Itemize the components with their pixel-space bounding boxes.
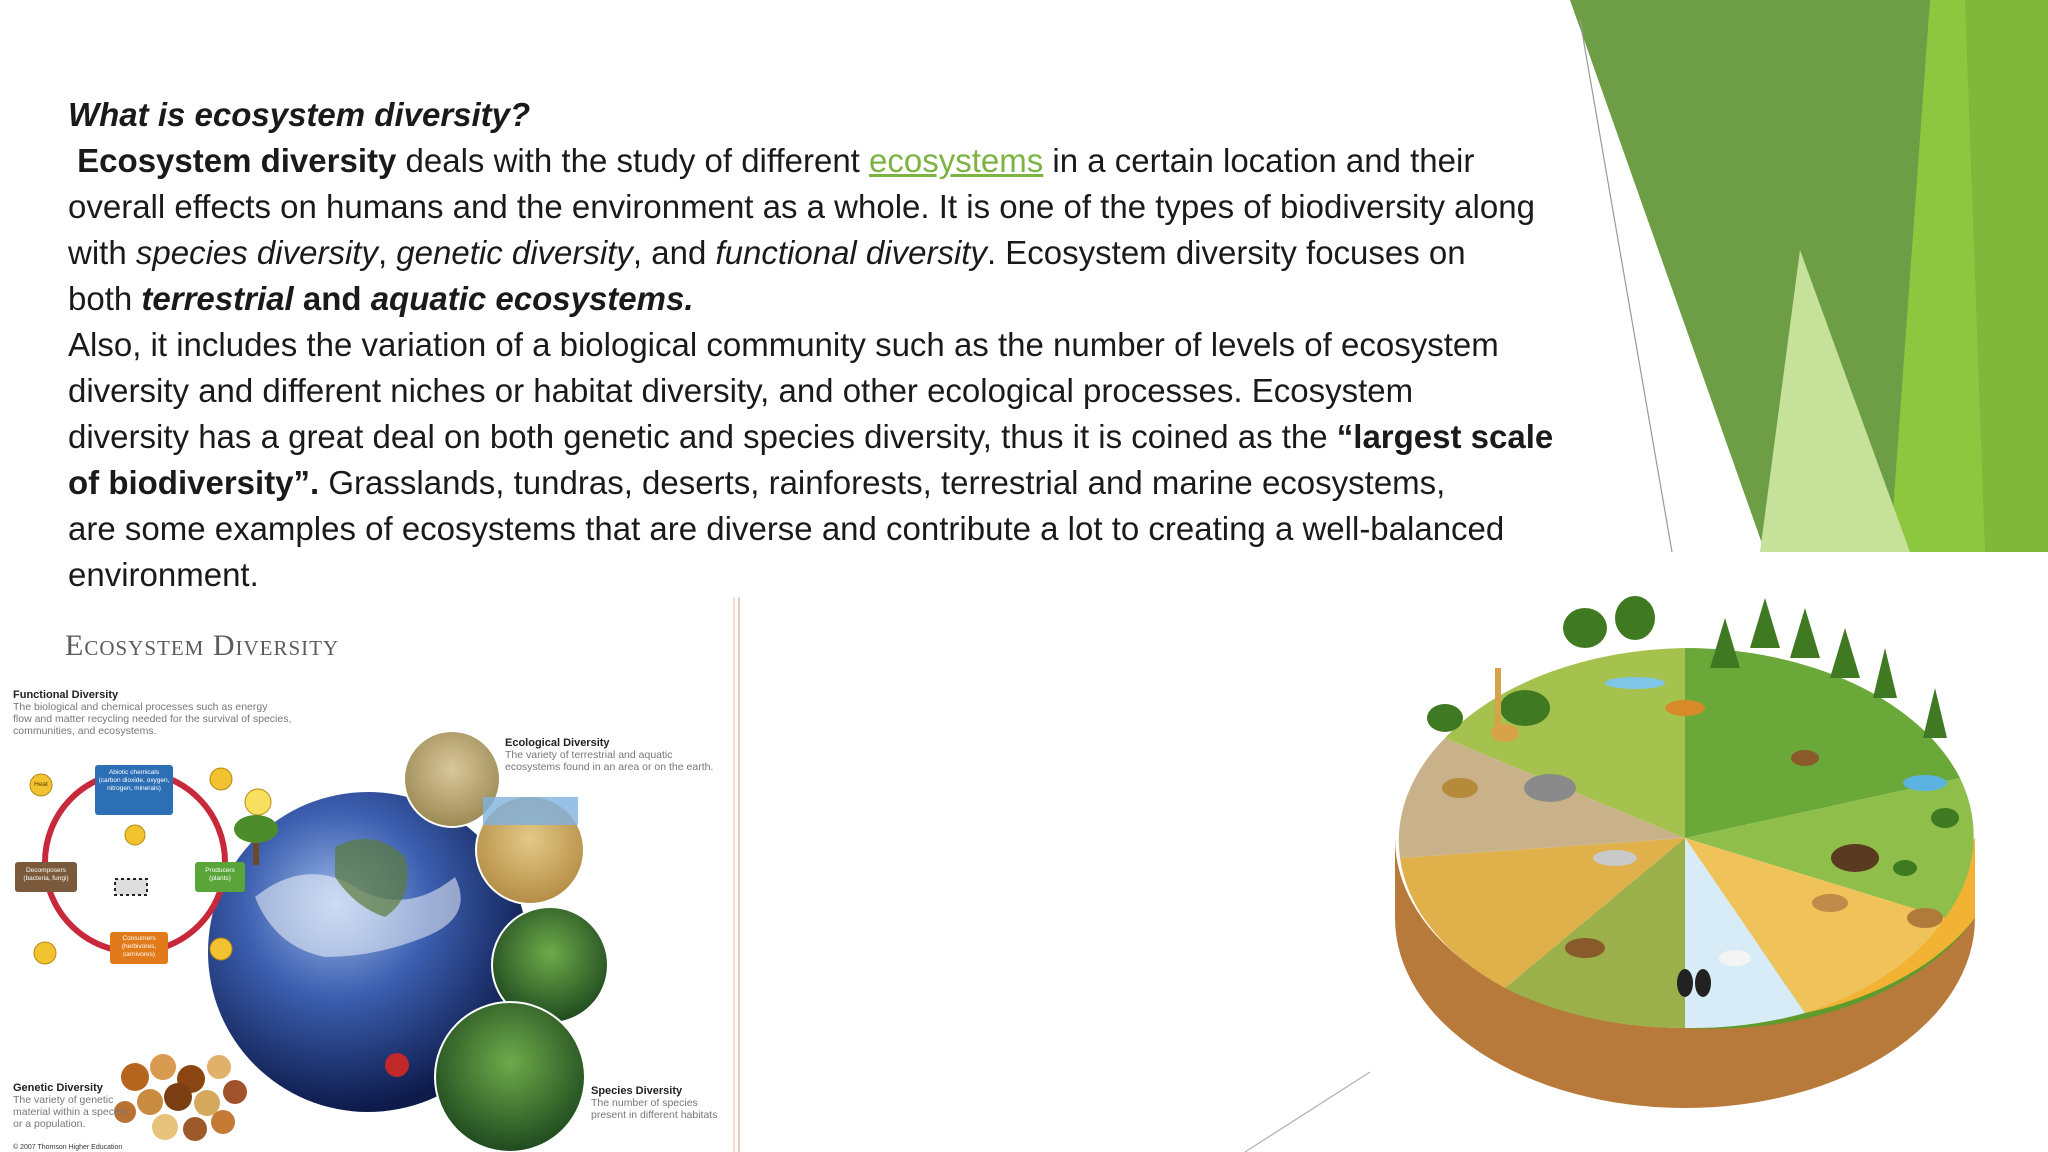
- species-heading: Species Diversity: [591, 1085, 683, 1097]
- ecological-diversity-label: [505, 737, 713, 773]
- triangle-pale: [1760, 250, 1910, 552]
- body-text: [68, 92, 1668, 598]
- heading: What is ecosystem diversity?: [68, 96, 531, 133]
- species-desc-line: The number of species: [591, 1097, 698, 1109]
- paragraph-line-9: are some examples of ecosystems that are diverse and contribute a lot to creating a well-balanced: [68, 510, 1505, 547]
- triangle-mid: [1965, 0, 2048, 552]
- term-ecosystem-diversity: Ecosystem diversity: [77, 142, 397, 179]
- border-bar: [733, 597, 735, 1152]
- text-span: deals with the study of different: [396, 142, 870, 179]
- species-diversity-label: [591, 1085, 717, 1121]
- ecological-heading: Ecological Diversity: [505, 737, 610, 749]
- paragraph-line-7: [68, 414, 1668, 460]
- bird-icon: [385, 1053, 409, 1077]
- paragraph-line-10: environment.: [68, 556, 259, 593]
- ecosystem-diversity-infographic: [5, 597, 740, 1152]
- decomposers-node-label: Decomposers (bacteria, fungi): [23, 867, 69, 882]
- zebra-icon: [115, 879, 147, 895]
- paragraph-line-5: Also, it includes the variation of a biological community such as the number of levels of ecosystem: [68, 326, 1499, 363]
- copyright-text: © 2007 Thomson Higher Education: [13, 1144, 123, 1151]
- infographic-title: Ecosystem Diversity: [65, 629, 340, 662]
- text-span: with: [68, 234, 136, 271]
- shells-pile: [114, 1054, 247, 1141]
- text-span: and: [293, 280, 371, 317]
- term-of-biodiversity: of biodiversity”.: [68, 464, 320, 501]
- paragraph-line-2: overall effects on humans and the environment as a whole. It is one of the types of biodiversity along: [68, 188, 1535, 225]
- text-span: Grasslands, tundras, deserts, rainforests, terrestrial and marine ecosystems,: [319, 464, 1446, 501]
- abiotic-node-label: Abiotic chemicals (carbon dioxide, oxygen, nitrogen, minerals): [98, 769, 170, 792]
- ecological-desc-line: The variety of terrestrial and aquatic: [505, 749, 673, 761]
- term-terrestrial: terrestrial: [141, 280, 294, 317]
- paragraph-line-1: [68, 138, 1668, 184]
- paragraph-line-6: diversity and different niches or habitat diversity, and other ecological processes. Ecosystem: [68, 372, 1414, 409]
- functional-desc-line: flow and matter recycling needed for the survival of species,: [13, 713, 292, 725]
- producers-node-label: Producers (plants): [205, 867, 235, 882]
- functional-desc-line: communities, and ecosystems.: [13, 725, 157, 737]
- genetic-heading: Genetic Diversity: [13, 1082, 103, 1094]
- ecosystems-link[interactable]: ecosystems: [869, 142, 1044, 179]
- species-desc-line: present in different habitats: [591, 1109, 718, 1121]
- water-stream: [1605, 677, 1665, 689]
- term-aquatic-ecosystems: aquatic ecosystems.: [370, 280, 694, 317]
- forest-bubble: [435, 1002, 585, 1152]
- term-functional-diversity: functional diversity: [715, 234, 987, 271]
- text-span: ,: [377, 234, 397, 271]
- ecosystem-pie-illustration: [1385, 588, 1985, 1128]
- term-largest-scale: “largest scale: [1336, 418, 1554, 455]
- paragraph-line-4: [68, 276, 1668, 322]
- water-pond: [1903, 775, 1947, 791]
- decorative-line-bottom: [1245, 1072, 1370, 1152]
- term-species-diversity: species diversity: [135, 234, 378, 271]
- term-genetic-diversity: genetic diversity: [396, 234, 633, 271]
- sky-band: [483, 797, 578, 825]
- genetic-diversity-label: [13, 1082, 127, 1130]
- text-span: in a certain location and their: [1043, 142, 1475, 179]
- genetic-desc-line: The variety of genetic: [13, 1094, 114, 1106]
- triangle-light: [1890, 0, 2048, 552]
- paragraph-line-3: [68, 230, 1668, 276]
- genetic-desc-line: material within a species: [13, 1106, 128, 1118]
- text-span: . Ecosystem diversity focuses on: [986, 234, 1466, 271]
- infographic-artwork: [5, 597, 740, 1152]
- functional-desc-line: The biological and chemical processes such as energy: [13, 701, 268, 713]
- heat-label: Heat: [34, 781, 48, 788]
- text-span: diversity has a great deal on both genetic and species diversity, thus it is coined as the: [68, 418, 1337, 455]
- functional-diversity-label: [13, 689, 291, 737]
- text-span: both: [68, 280, 142, 317]
- text-span: , and: [632, 234, 716, 271]
- consumers-node-label: Consumers (herbivores, carnivores): [121, 935, 157, 958]
- ecological-desc-line: ecosystems found in an area or on the earth.: [505, 761, 714, 773]
- paragraph-line-8: [68, 460, 1668, 506]
- functional-heading: Functional Diversity: [13, 689, 119, 701]
- genetic-desc-line: or a population.: [13, 1118, 86, 1130]
- border-bar: [738, 597, 740, 1152]
